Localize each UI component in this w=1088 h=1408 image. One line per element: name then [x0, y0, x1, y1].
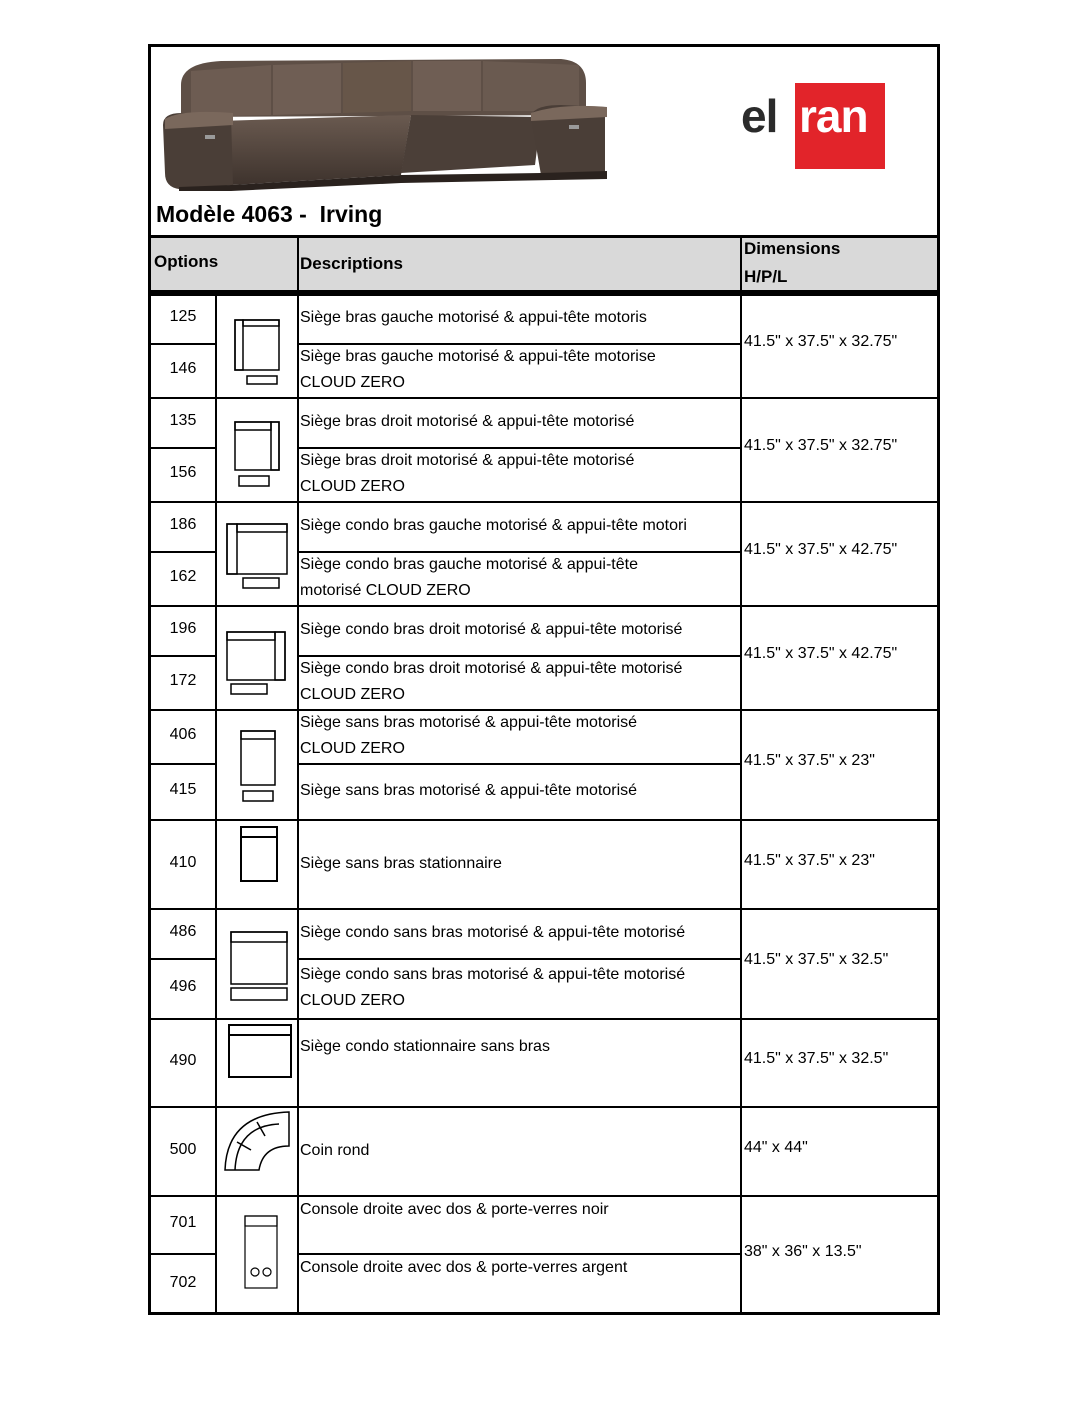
armless-seat-motorized-icon	[217, 719, 297, 809]
row-divider	[297, 763, 740, 765]
description-line: Siège condo sans bras motorisé & appui-tête motorisé	[300, 924, 686, 941]
row-divider	[151, 958, 215, 960]
description-text	[300, 513, 740, 539]
header-divider	[297, 238, 299, 296]
description-line: Siège condo bras droit motorisé & appui-tête motorisé	[300, 621, 683, 638]
dimensions-value: 41.5" x 37.5" x 42.75"	[744, 645, 898, 662]
description-line: Siège condo sans bras motorisé & appui-tête motorisé	[300, 966, 686, 983]
description-text	[300, 409, 740, 435]
column-header-options: Options	[154, 252, 219, 271]
description-text	[300, 656, 740, 708]
column-divider	[215, 293, 217, 1312]
dimensions-value: 38" x 36" x 13.5"	[744, 1243, 862, 1260]
condo-seat-right-arm-icon	[217, 612, 297, 702]
table-header	[151, 235, 937, 293]
description-line: Siège condo stationnaire sans bras	[300, 1038, 550, 1055]
option-code: 186	[169, 516, 197, 533]
logo-text-ran: ran	[799, 90, 868, 142]
row-divider	[151, 343, 215, 345]
column-header-dimensions: Dimensions	[744, 239, 841, 258]
description-line: CLOUD ZERO	[300, 740, 405, 757]
dimensions-value: 41.5" x 37.5" x 42.75"	[744, 541, 898, 558]
row-divider	[151, 1253, 215, 1255]
description-line: Siège bras gauche motorisé & appui-tête motoris	[300, 309, 647, 326]
option-code: 162	[169, 568, 197, 585]
row-divider	[297, 958, 740, 960]
option-code: 406	[169, 726, 197, 743]
option-code: 410	[169, 854, 197, 871]
elran-logo	[741, 83, 885, 171]
description-line: Siège bras droit motorisé & appui-tête motorisé	[300, 413, 635, 430]
column-divider	[297, 293, 299, 1312]
dimensions-value: 41.5" x 37.5" x 32.5"	[744, 1050, 889, 1067]
dimensions-value: 44" x 44"	[744, 1139, 808, 1156]
description-line: Siège condo bras gauche motorisé & appui-tête motori	[300, 517, 687, 534]
option-code: 496	[169, 978, 197, 995]
option-code: 196	[169, 620, 197, 637]
description-line: Siège condo bras gauche motorisé & appui-tête	[300, 556, 638, 573]
option-code: 172	[169, 672, 197, 689]
column-header-dimensions-unit: H/P/L	[744, 267, 788, 286]
description-line: motorisé CLOUD ZERO	[300, 582, 471, 599]
option-code: 146	[169, 360, 197, 377]
description-text	[300, 552, 740, 604]
option-code: 486	[169, 923, 197, 940]
dimensions-value: 41.5" x 37.5" x 23"	[744, 852, 875, 869]
description-text	[300, 617, 740, 643]
description-line: Siège bras droit motorisé & appui-tête motorisé	[300, 452, 635, 469]
condo-armless-seat-motorized-icon	[217, 918, 297, 1008]
description-line: Coin rond	[300, 1142, 370, 1159]
option-code: 156	[169, 464, 197, 481]
row-divider	[151, 763, 215, 765]
group-divider	[151, 908, 937, 910]
option-code: 490	[169, 1052, 197, 1069]
description-line: CLOUD ZERO	[300, 686, 405, 703]
dimensions-value: 41.5" x 37.5" x 32.5"	[744, 951, 889, 968]
description-text	[300, 1034, 740, 1060]
page-title: Modèle 4063 - Irving	[156, 201, 383, 227]
dimensions-value: 41.5" x 37.5" x 23"	[744, 752, 875, 769]
description-line: Siège sans bras motorisé & appui-tête motorisé	[300, 714, 638, 731]
dimensions-value: 41.5" x 37.5" x 32.75"	[744, 333, 898, 350]
group-divider	[151, 501, 937, 503]
header-divider	[740, 238, 742, 296]
option-code: 702	[169, 1274, 197, 1291]
description-line: Console droite avec dos & porte-verres argent	[300, 1259, 628, 1276]
row-divider	[151, 655, 215, 657]
console-icon	[217, 1210, 297, 1300]
sofa-photo	[161, 55, 609, 191]
option-code: 125	[169, 308, 197, 325]
option-code: 135	[169, 412, 197, 429]
column-header-descriptions: Descriptions	[300, 254, 403, 273]
description-line: CLOUD ZERO	[300, 374, 405, 391]
sheet-header	[151, 47, 937, 235]
description-text	[300, 344, 740, 396]
description-text	[300, 778, 740, 804]
group-divider	[151, 293, 937, 296]
column-divider	[740, 293, 742, 1312]
option-code: 500	[169, 1141, 197, 1158]
option-code: 415	[169, 781, 197, 798]
description-text	[300, 710, 740, 762]
group-divider	[151, 605, 937, 607]
dimensions-value: 41.5" x 37.5" x 32.75"	[744, 437, 898, 454]
seat-right-arm-icon	[217, 404, 297, 494]
description-text	[300, 962, 740, 1014]
logo-text-el: el	[741, 90, 778, 142]
description-text	[300, 1138, 740, 1164]
armless-seat-stationary-icon	[217, 819, 297, 909]
description-line: Siège sans bras stationnaire	[300, 855, 502, 872]
description-line: Siège sans bras motorisé & appui-tête motorisé	[300, 782, 638, 799]
description-text	[300, 305, 740, 331]
condo-seat-left-arm-icon	[217, 508, 297, 598]
description-text	[300, 1197, 740, 1223]
description-line: Console droite avec dos & porte-verres noir	[300, 1201, 609, 1218]
description-line: CLOUD ZERO	[300, 478, 405, 495]
condo-armless-seat-stationary-icon	[217, 1017, 297, 1107]
round-corner-icon	[217, 1106, 297, 1196]
description-line: Siège bras gauche motorisé & appui-tête motorise	[300, 348, 656, 365]
option-code: 701	[169, 1214, 197, 1231]
description-text	[300, 448, 740, 500]
description-text	[300, 920, 740, 946]
description-line: Siège condo bras droit motorisé & appui-tête motorisé	[300, 660, 683, 677]
row-divider	[151, 447, 215, 449]
seat-left-arm-icon	[217, 300, 297, 390]
spec-sheet	[148, 44, 940, 1315]
group-divider	[151, 397, 937, 399]
row-divider	[151, 551, 215, 553]
description-text	[300, 851, 740, 877]
description-line: CLOUD ZERO	[300, 992, 405, 1009]
description-text	[300, 1255, 740, 1281]
